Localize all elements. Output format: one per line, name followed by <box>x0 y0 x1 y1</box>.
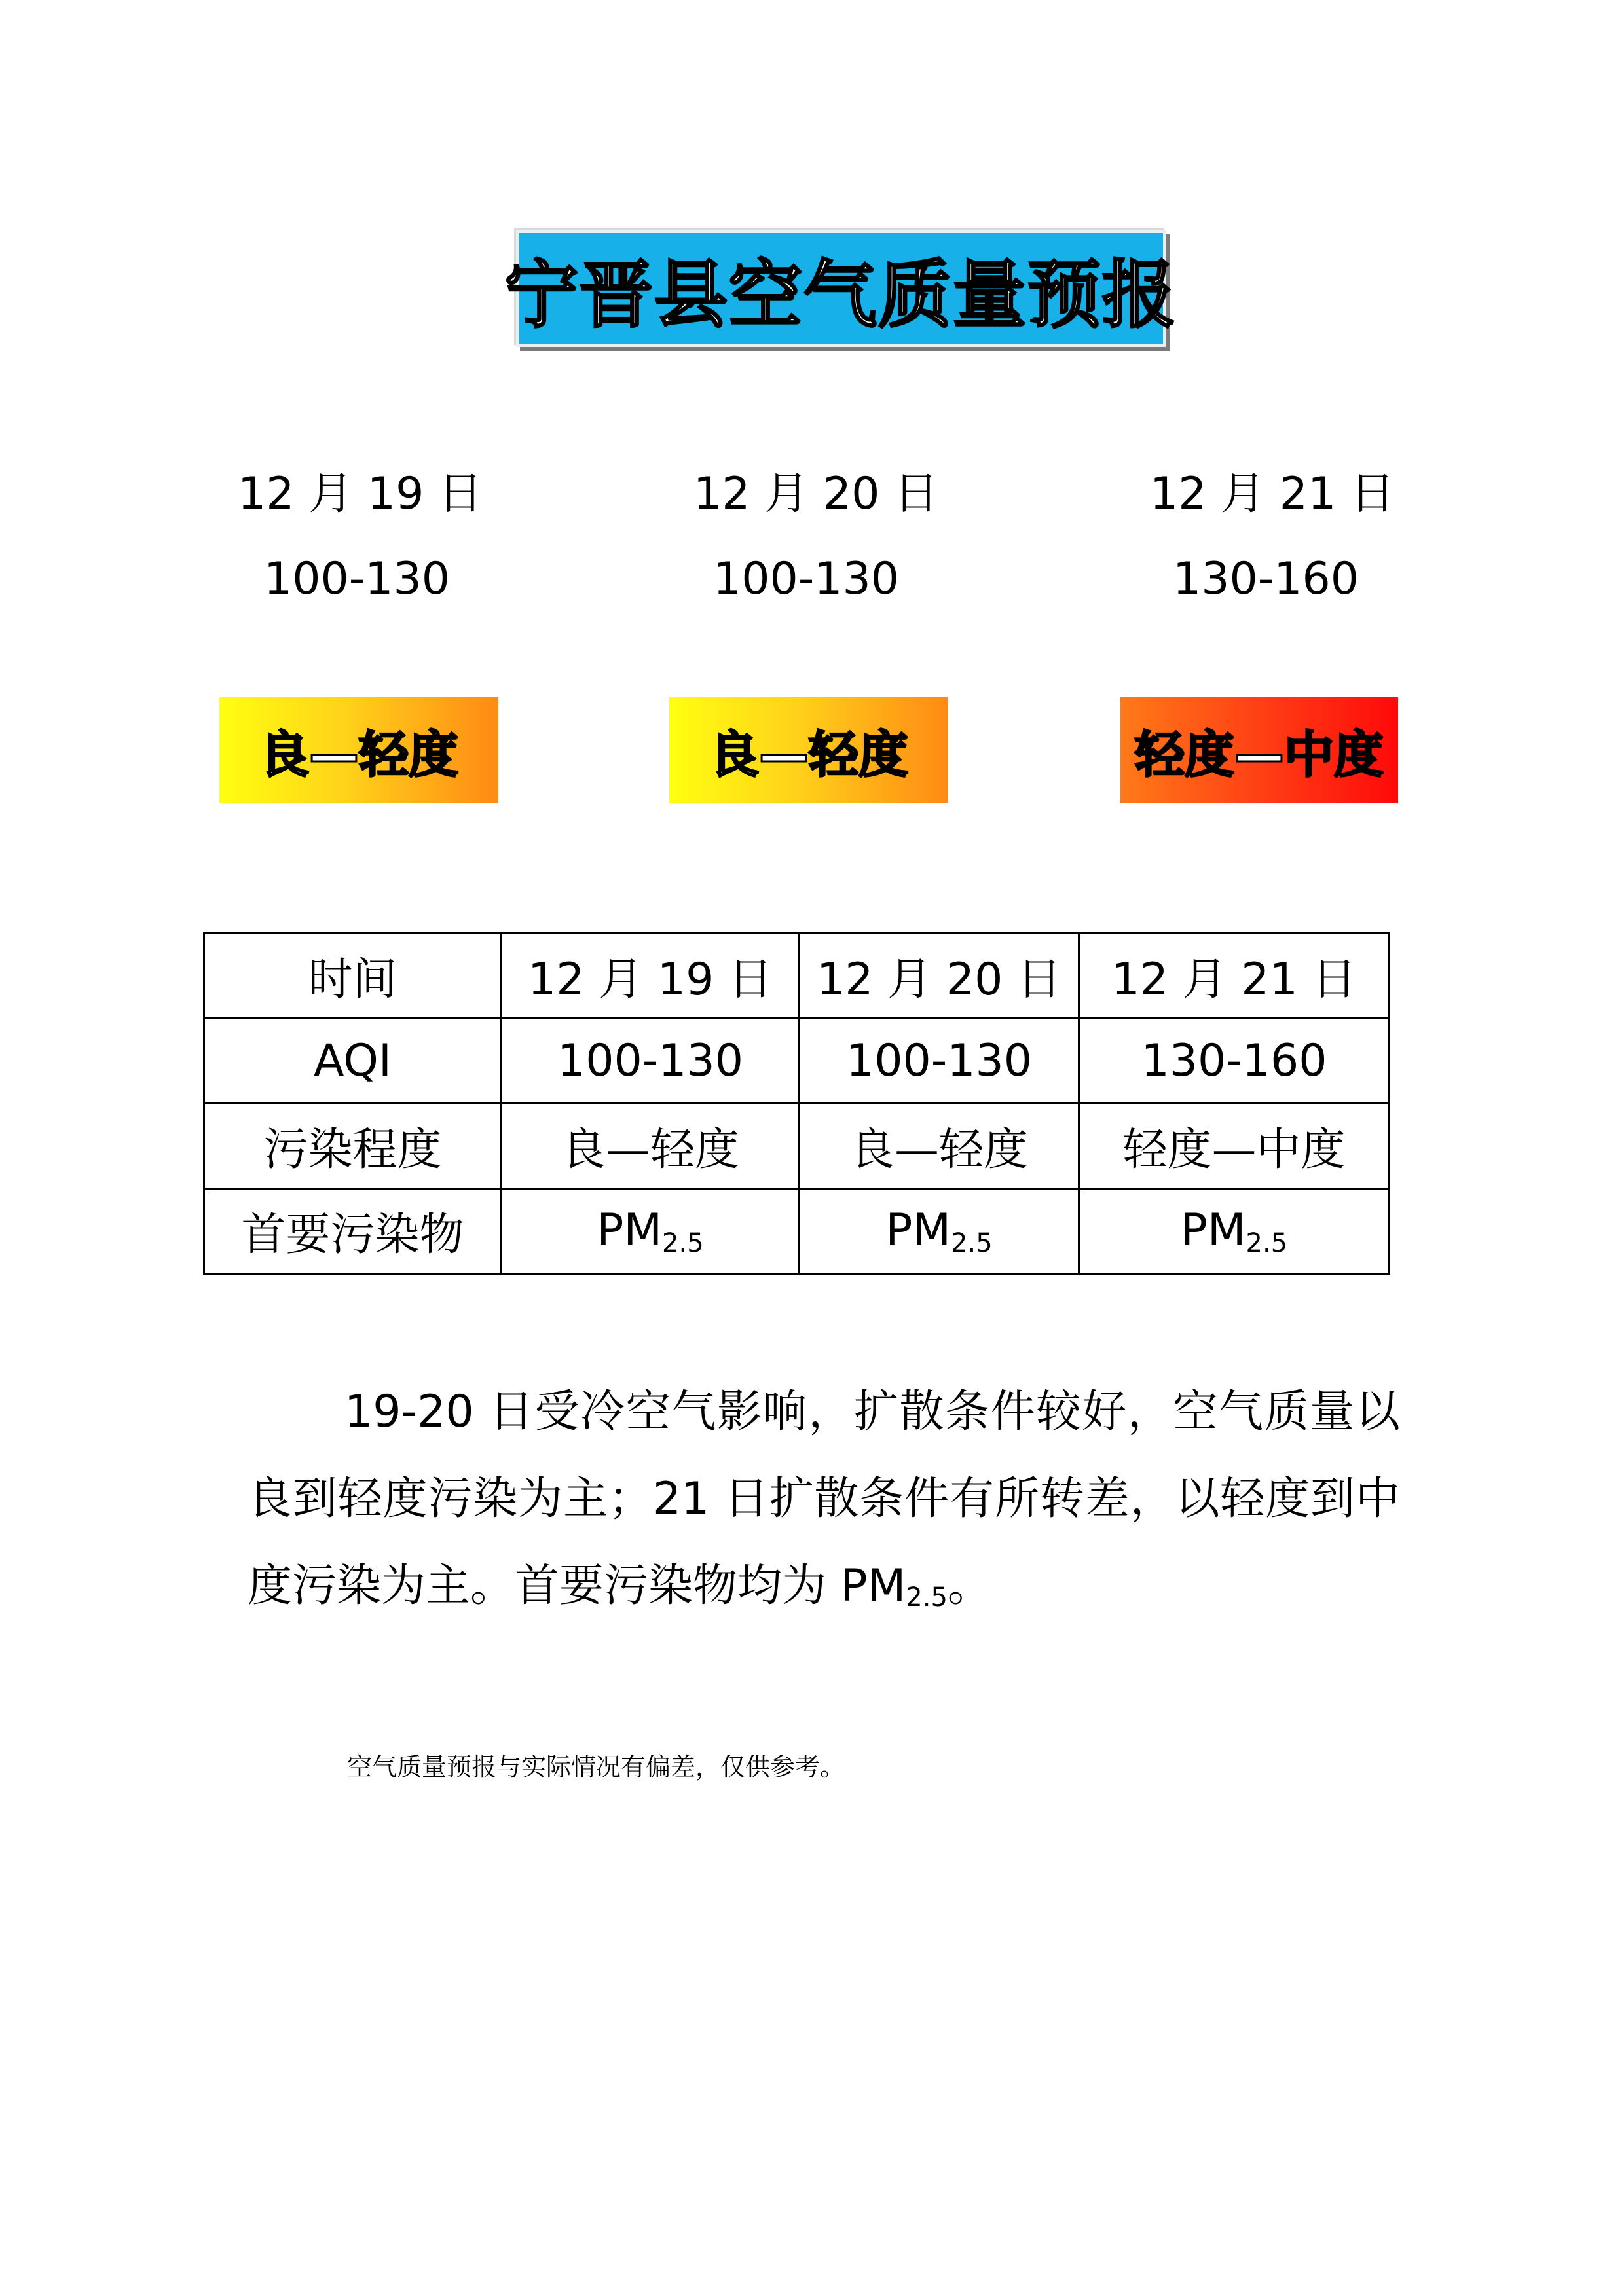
level-badge-label: 良—轻度 <box>259 725 458 784</box>
disclaimer-footnote: 空气质量预报与实际情况有偏差，仅供参考。 <box>347 1753 845 1781</box>
pollutant-subscript: 2.5 <box>662 1228 704 1258</box>
forecast-aqi: 100-130 <box>712 553 900 605</box>
forecast-date: 12 月 21 日 <box>1150 468 1395 520</box>
level-badge-day-1 <box>219 697 498 803</box>
table-row <box>204 934 1390 1019</box>
table-cell: 轻度—中度 <box>1079 1104 1390 1189</box>
table-row <box>204 1019 1390 1104</box>
table-cell: 良—轻度 <box>800 1104 1079 1189</box>
forecast-day-2 <box>652 462 980 612</box>
table-row-header: 首要污染物 <box>204 1189 502 1274</box>
table-row <box>204 1189 1390 1274</box>
table-cell-pollutant <box>800 1189 1079 1274</box>
table-row-header: 污染程度 <box>204 1104 502 1189</box>
pollutant-subscript: 2.5 <box>951 1228 993 1258</box>
aqi-forecast-table <box>203 932 1390 1275</box>
summary-pollutant-subscript: 2.5 <box>906 1582 948 1613</box>
pollutant-name: PM <box>1180 1204 1246 1256</box>
table-cell: 100-130 <box>800 1019 1079 1104</box>
table-cell-pollutant <box>1079 1189 1390 1274</box>
table-cell: 良—轻度 <box>502 1104 800 1189</box>
forecast-summary-paragraph <box>248 1368 1400 1641</box>
level-badge-day-2 <box>669 697 948 803</box>
page-title: 宁晋县空气质量预报 <box>505 252 1177 338</box>
table-cell: 100-130 <box>502 1019 800 1104</box>
table-cell: 12 月 21 日 <box>1079 934 1390 1019</box>
table-row-header: 时间 <box>204 934 502 1019</box>
forecast-aqi: 100-130 <box>263 553 451 605</box>
pollutant-name: PM <box>885 1204 951 1256</box>
pollutant-subscript: 2.5 <box>1246 1228 1288 1258</box>
table-row <box>204 1104 1390 1189</box>
table-cell: 12 月 20 日 <box>800 934 1079 1019</box>
forecast-aqi: 130-160 <box>1172 553 1359 605</box>
table-row-header: AQI <box>204 1019 502 1104</box>
forecast-day-3 <box>1109 462 1436 612</box>
level-badge-day-3 <box>1120 697 1398 803</box>
forecast-date: 12 月 20 日 <box>693 468 938 520</box>
title-banner <box>505 230 1177 347</box>
table-cell: 12 月 19 日 <box>502 934 800 1019</box>
forecast-date: 12 月 19 日 <box>238 468 483 520</box>
level-badge-label: 轻度—中度 <box>1135 725 1384 784</box>
summary-text: 19-20 日受冷空气影响，扩散条件较好，空气质量以良到轻度污染为主；21 日扩散条件有所转差，以轻度到中度污染为主。首要污染物均为 PM <box>248 1386 1400 1612</box>
pollutant-name: PM <box>597 1204 663 1256</box>
forecast-day-1 <box>196 462 524 612</box>
summary-end-punct: 。 <box>947 1560 992 1612</box>
table-cell-pollutant <box>502 1189 800 1274</box>
level-badge-label: 良—轻度 <box>709 725 908 784</box>
table-cell: 130-160 <box>1079 1019 1390 1104</box>
